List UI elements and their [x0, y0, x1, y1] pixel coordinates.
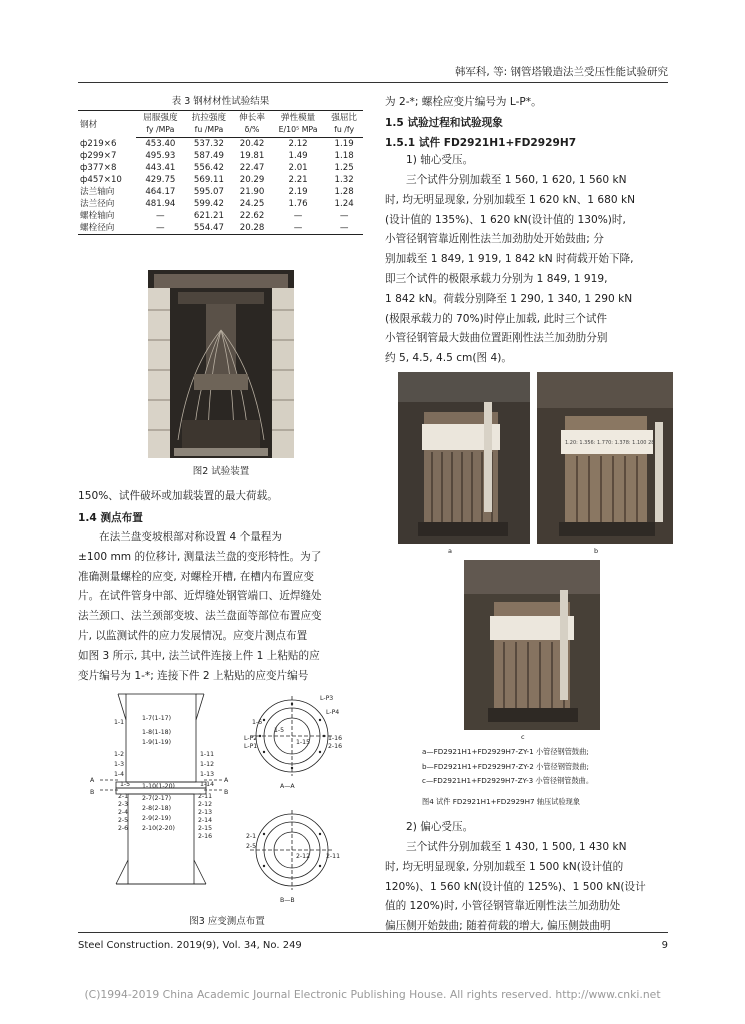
text-line: 三个试件分别加载至 1 430, 1 500, 1 430 kN: [406, 841, 627, 853]
gauge-label: 2-11: [326, 853, 341, 860]
table-cell: 464.17: [145, 187, 176, 197]
table-cell: 2.01: [288, 163, 308, 173]
running-title: 韩军科, 等: 钢管塔锻造法兰受压性能试验研究: [454, 66, 668, 78]
col-header: 强屈比: [325, 111, 363, 125]
gauge-label: 2-12: [296, 853, 311, 860]
gauge-label: 1-14: [200, 781, 215, 788]
text-line: 片, 以监测试件的应力发展情况。应变片测点布置: [78, 629, 308, 642]
table-cell: 443.41: [145, 163, 176, 173]
section-mark: A: [224, 777, 229, 784]
table-cell: ф299×7: [80, 151, 117, 161]
table-cell: 595.07: [193, 187, 224, 197]
table-cell: —: [136, 222, 185, 235]
col-header: 抗拉强度: [185, 111, 234, 125]
gauge-label: 2-5: [246, 843, 257, 850]
table-cell: 螺栓轴向: [80, 211, 115, 221]
section-1-5-heading: 1.5 试验过程和试验现象: [385, 117, 503, 129]
table-cell: 22.62: [239, 211, 265, 221]
table-row: [78, 162, 363, 174]
gauge-label: L-P2: [244, 735, 258, 742]
table-cell: ф219×6: [80, 138, 117, 149]
table-cell: 1.25: [334, 163, 354, 173]
photo-specimen-zy3: [464, 560, 600, 730]
gauge-label: 1-9(1-19): [142, 739, 171, 746]
table-cell: 1.32: [334, 175, 354, 185]
eccentric-compression-paragraph: [385, 838, 670, 937]
table-cell: —: [271, 222, 325, 235]
text-line: 1 842 kN。荷载分别降至 1 290, 1 340, 1 290 kN: [385, 292, 633, 305]
gauge-label: 2-15: [198, 825, 213, 832]
gauge-label: 1-3: [114, 761, 125, 768]
table-cell: 21.90: [239, 187, 265, 197]
axial-compression-title: 1) 轴心受压。: [406, 154, 474, 166]
fig2-caption: 图2 试验装置: [192, 466, 250, 477]
table-row: [78, 210, 363, 222]
axial-compression-paragraph: [385, 171, 670, 369]
table-cell: 1.49: [288, 151, 308, 161]
text-line: 别加载至 1 849, 1 919, 1 842 kN 时荷载开始下降,: [385, 253, 634, 266]
gauge-label: 1-5: [120, 781, 131, 788]
table-cell: 495.93: [145, 151, 176, 161]
table-cell: 1.24: [334, 199, 354, 209]
gauge-label: 2-14: [198, 817, 213, 824]
table-cell: 2.19: [288, 187, 308, 197]
material-test-table: [78, 110, 363, 235]
table-cell: 621.21: [193, 211, 224, 221]
gauge-label: 2-8(2-18): [142, 805, 171, 812]
gauge-label: 2-9(2-19): [142, 815, 171, 822]
gauge-label: L-P1: [244, 743, 258, 750]
header-rule: [78, 82, 668, 83]
photo-specimen-zy1: [398, 372, 530, 544]
section-1-4-heading: 1.4 测点布置: [78, 512, 143, 524]
text-line: 即三个试件的极限承载力分别为 1 849, 1 919,: [385, 272, 608, 285]
text-line: (极限承载力的 70%)时停止加载, 此时三个试件: [385, 312, 608, 325]
section-mark: B: [90, 789, 95, 796]
table-row: [78, 222, 363, 235]
col-unit: fu /MPa: [185, 124, 234, 138]
fig4-sub-c: c: [521, 733, 525, 741]
gauge-label: 1-6: [252, 719, 263, 726]
photo-specimen-zy2: [537, 372, 673, 544]
table-cell: 1.18: [334, 151, 354, 161]
fig3-caption: 图3 应变测点布置: [189, 916, 265, 927]
gauge-label: 1-2: [114, 751, 125, 758]
gauge-label: 1-13: [200, 771, 215, 778]
table-cell: 20.29: [239, 175, 265, 185]
table-cell: 1.19: [334, 139, 354, 149]
table-cell: 19.81: [239, 151, 265, 161]
text-line: 三个试件分别加载至 1 560, 1 620, 1 560 kN: [406, 174, 627, 186]
journal-info: Steel Construction. 2019(9), Vol. 34, No. 249: [78, 940, 302, 951]
gauge-label: 1-1: [114, 719, 125, 726]
col-header: 屈服强度: [136, 111, 185, 125]
gauge-label: 1-7(1-17): [142, 715, 171, 722]
text-line: 120%)、1 560 kN(设计值的 125%)、1 500 kN(设计: [385, 880, 646, 893]
col-header: 钢材: [78, 111, 136, 138]
table-cell: 2.21: [288, 175, 308, 185]
col-unit: fy /MPa: [136, 124, 185, 138]
page-number: 9: [661, 940, 668, 951]
col-unit: δ/%: [233, 124, 271, 138]
gauge-label: 2-16: [328, 743, 343, 750]
section-1-4-paragraph: [78, 528, 368, 686]
table-row: [78, 198, 363, 210]
section-mark: B: [224, 789, 229, 796]
legend-line: b—FD2921H1+FD2929H7-ZY-2 小管径钢管鼓曲;: [422, 761, 589, 771]
gauge-label: 2-3: [118, 801, 129, 808]
table-cell: 587.49: [193, 151, 224, 161]
gauge-label: 2-16: [198, 833, 213, 840]
gauge-label: 2-10(2-20): [142, 825, 175, 832]
col-unit: fu /fy: [325, 124, 363, 138]
gauge-label: 2-4: [118, 809, 129, 816]
legend-line: a—FD2921H1+FD2929H7-ZY-1 小管径钢管鼓曲;: [422, 747, 589, 756]
table-cell: 法兰径向: [80, 199, 115, 209]
text-line: 约 5, 4.5, 4.5 cm(图 4)。: [385, 352, 512, 365]
gauge-label: 1-15: [296, 739, 311, 746]
gauge-label: 1-11: [200, 751, 215, 758]
table-cell: 螺栓径向: [78, 222, 136, 235]
gauge-label: 2-7(2-17): [142, 795, 171, 802]
fig4-legend: [422, 745, 672, 789]
gauge-label: L-P3: [320, 695, 334, 702]
section-label: B—B: [280, 897, 295, 904]
footer-rule: [78, 932, 668, 933]
table-cell: 554.47: [185, 222, 234, 235]
table3-caption: 表 3 钢材材性试验结果: [171, 96, 270, 107]
gauge-label: 2-1: [246, 833, 257, 840]
table-cell: 法兰轴向: [80, 187, 115, 197]
text-line: (设计值的 135%)、1 620 kN(设计值的 130%)时,: [385, 213, 626, 226]
gauge-label: 2-1: [118, 793, 129, 800]
table-cell: 2.12: [288, 139, 308, 149]
col-unit: E/10⁵ MPa: [271, 124, 325, 138]
gauge-label: 2-13: [198, 809, 213, 816]
gauge-label: 2-12: [198, 801, 213, 808]
gauge-label: 1-8(1-18): [142, 729, 171, 736]
table-cell: 481.94: [145, 199, 176, 209]
col-header: 弹性模量: [271, 111, 325, 125]
text-line: 时, 均无明显现象, 分别加载至 1 620 kN、1 680 kN: [385, 193, 636, 206]
text-line: 片。在试件管身中部、近焊缝处钢管端口、近焊缝处: [78, 590, 322, 603]
gauge-label: 1-12: [200, 761, 215, 768]
text-line: 法兰颈口、法兰颈部变坡、法兰盘面等部位布置应变: [78, 610, 322, 623]
text-line: 变片编号为 1-*; 连接下件 2 上粘贴的应变片编号: [78, 669, 309, 682]
table-cell: 20.28: [233, 222, 271, 235]
table-cell: 537.32: [193, 139, 224, 149]
table-row: [78, 174, 363, 186]
text-line: 准确测量螺栓的应变, 对螺栓开槽, 在槽内布置应变: [78, 570, 314, 583]
table-cell: 453.40: [145, 139, 176, 149]
eccentric-compression-title: 2) 偏心受压。: [406, 821, 474, 833]
text-line: 小管径钢管最大鼓曲位置距刚性法兰加劲肋分别: [385, 332, 608, 345]
table-cell: —: [293, 211, 303, 221]
gauge-label: 2-6: [118, 825, 129, 832]
table-cell: 429.75: [145, 175, 176, 185]
table-cell: 556.42: [193, 163, 224, 173]
table-cell: ф457×10: [80, 175, 122, 185]
table-cell: 1.76: [288, 199, 308, 209]
section-1-5-1-heading: 1.5.1 试件 FD2921H1+FD2929H7: [385, 137, 577, 149]
left-line-150: 150%、试件破坏或加载装置的最大荷载。: [78, 490, 278, 502]
text-line: 小管径钢管靠近刚性法兰加劲肋处开始鼓曲; 分: [385, 233, 604, 246]
gauge-label: 1-4: [114, 771, 125, 778]
table-cell: —: [339, 211, 349, 221]
col-header: 伸长率: [233, 111, 271, 125]
copyright-notice: (C)1994-2019 China Academic Journal Electronic Publishing House. All rights reserved. http://www.cnki.net: [84, 988, 661, 1001]
table-cell: —: [325, 222, 363, 235]
table-cell: ф377×8: [80, 163, 117, 173]
text-line: 偏压侧开始鼓曲; 随着荷载的增大, 偏压侧鼓曲明: [385, 920, 611, 933]
table-row: [78, 150, 363, 162]
text-line: 如图 3 所示, 其中, 法兰试件连接上件 1 上粘贴的应: [78, 649, 320, 662]
gauge-label: 2-5: [118, 817, 129, 824]
gauge-label: 1-5: [274, 727, 285, 734]
table-cell: 1.28: [334, 187, 354, 197]
fig4-sub-a: a: [448, 547, 452, 555]
table-cell: 22.47: [239, 163, 265, 173]
table-cell: —: [156, 211, 165, 221]
test-apparatus-photo: [148, 270, 294, 458]
right-line-1: 为 2-*; 螺栓应变片编号为 L-P*。: [385, 96, 542, 108]
table-cell: 599.42: [193, 199, 224, 209]
gauge-label: 1-10(1-20): [142, 783, 175, 790]
table-row: [78, 186, 363, 198]
gauge-label: 2-11: [198, 793, 213, 800]
section-mark: A: [90, 777, 95, 784]
text-line: 时, 均无明显现象, 分别加载至 1 500 kN(设计值的: [385, 860, 624, 873]
fig4-caption: 图4 试件 FD2921H1+FD2929H7 轴压试验现象: [422, 797, 581, 806]
table-cell: 20.42: [239, 139, 265, 149]
section-label: A—A: [280, 783, 295, 790]
text-line: 在法兰盘变坡根部对称设置 4 个量程为: [99, 531, 282, 543]
legend-line: c—FD2921H1+FD2929H7-ZY-3 小管径钢管鼓曲。: [422, 776, 594, 785]
table-cell: 24.25: [239, 199, 265, 209]
table-cell: 569.11: [193, 175, 224, 185]
gauge-data-label: 1.20: 1.356: 1.770: 1.378: 1.100 28: [565, 440, 655, 446]
table-row: [78, 138, 363, 151]
fig4-sub-b: b: [594, 547, 599, 555]
strain-gauge-layout-figure: [82, 690, 372, 910]
text-line: ±100 mm 的位移计, 测量法兰盘的变形特性。为了: [78, 550, 322, 563]
gauge-label: 1-16: [328, 735, 343, 742]
gauge-label: L-P4: [326, 709, 340, 716]
text-line: 值的 120%)时, 小管径钢管靠近刚性法兰加劲肋处: [385, 900, 621, 913]
